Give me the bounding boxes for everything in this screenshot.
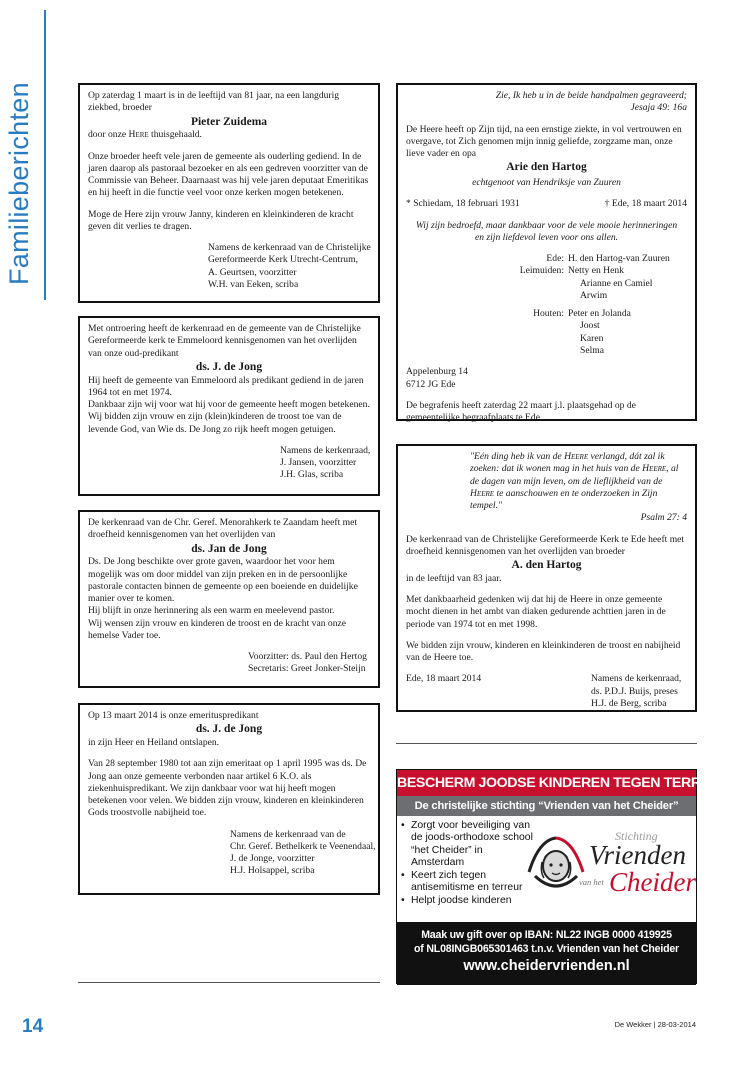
notice-paragraph: We bidden zijn vrouw, kinderen en kleinkinderen de troost en nabijheid van de Heere toe. — [406, 639, 681, 664]
notice-intro: De kerkenraad van de Chr. Geref. Menorahkerk te Zaandam heeft met droefheid kennisgenomen van het overlijden van — [88, 517, 358, 541]
age-line: in de leeftijd van 83 jaar. — [406, 572, 502, 584]
notice-paragraph: Hij heeft de gemeente van Emmeloord als predikant gediend in de jaren 1964 tot en met 1974. — [88, 374, 364, 398]
signature: Namens de kerkenraad van de Chr. Geref. Bethelkerk te Veenendaal, J. de Jonge, voorzitter H.J. Holsappel, scriba — [230, 828, 376, 877]
family-list: Ede: H. den Hartog-van Zuuren Leimuiden: Netty en Henk Arianne en Camiel Arwim Houten: Peter en Jolanda Joost Karen Selma — [519, 253, 670, 356]
deceased-name: ds. J. de Jong — [195, 360, 263, 373]
spouse-line: echtgenoot van Hendriksje van Zuuren — [472, 177, 621, 189]
list-item: • Helpt joodse kinderen — [401, 895, 533, 907]
bible-quote: "Eén ding heb ik van de Heere verlangd, dát zal ik zoeken: dat ik wonen mag in het huis van de Heere, al de dagen van mijn leven, om de lieflijkheid van de Heere te aanschouwen en te onderzoeken in Zijn tempel." — [470, 451, 679, 512]
notice-line: in zijn Heer en Heiland ontslapen. — [88, 736, 220, 748]
section-title: Familieberichten — [4, 82, 34, 285]
notice-paragraph: Ds. De Jong beschikte over grote gaven, waardoor het voor hem mogelijk was om door middel van zijn preken en in de persoonlijke pastorale contacten binnen de gemeente op een boeiende en duidelijke manier over te komen. — [88, 556, 358, 605]
signature: Namens de kerkenraad, ds. P.D.J. Buijs, preses H.J. de Berg, scriba — [591, 673, 682, 709]
logo-vrienden: Vrienden — [589, 840, 686, 870]
signature: Namens de kerkenraad van de Christelijke Gereformeerde Kerk Utrecht-Centrum, A. Geurtsen, voorzitter W.H. van Eeken, scriba — [208, 242, 371, 290]
closing-row — [406, 673, 687, 710]
signature: Voorzitter: ds. Paul den Hertog Secretaris: Greet Jonker-Steijn — [248, 651, 367, 675]
notice-ds-de-jong-emmeloord — [78, 316, 380, 496]
notice-ds-jan-de-jong-zaandam — [78, 510, 380, 688]
thanks-line: Wij zijn bedroefd, maar dankbaar voor de vele mooie herinneringen — [415, 219, 678, 231]
page-number: 14 — [22, 1016, 44, 1037]
notice-intro: Met ontroering heeft de kerkenraad en de gemeente van de Christelijke Gereformeerde kerk te Emmeloord kennisgenomen van het overlijden van onze oud-predikant — [88, 323, 361, 359]
notice-intro: De Heere heeft op Zijn tijd, na een ernstige ziekte, in vol vertrouwen en overgave, tot Zich genomen mijn innig geliefde, zorgzame man, onze lieve vader en opa — [406, 123, 682, 160]
vrienden-cheider-logo — [523, 826, 695, 918]
logo-stichting: Stichting — [615, 829, 658, 843]
divider-line — [78, 982, 380, 983]
deceased-name: A. den Hartog — [511, 559, 582, 572]
notice-paragraph: Wij bidden zijn vrouw en zijn (klein)kinderen de troost toe van de levende God, van Wie ds. De Jong zo rijk heeft mogen getuigen. — [88, 411, 342, 435]
iban-line: of NL08INGB065301463 t.n.v. Vrienden van het Cheider — [414, 943, 679, 955]
notice-paragraph: Met dankbaarheid gedenken wij dat hij de Heere in onze gemeente mocht dienen in het ambt van diaken gedurende achttien jaren in de periode van 1974 tot en met 1998. — [406, 594, 666, 630]
death-date: † Ede, 18 maart 2014 — [604, 198, 687, 210]
notice-paragraph: Moge de Here zijn vrouw Janny, kinderen en kleinkinderen de kracht geven dit verlies te dragen. — [88, 208, 354, 232]
deceased-name: Pieter Zuidema — [190, 115, 268, 128]
logo-van-het: van het — [579, 877, 604, 887]
notice-arie-den-hartog-family — [396, 83, 697, 424]
deceased-name: Arie den Hartog — [506, 161, 587, 174]
notice-intro: Op 13 maart 2014 is onze emerituspredikant — [88, 710, 259, 721]
bible-verse: Zie, Ik heb u in de beide handpalmen gegraveerd; — [495, 90, 687, 101]
notice-paragraph: Onze broeder heeft vele jaren de gemeente als ouderling gediend. In de jaren daarop als pastoraal bezoeker en als een gedreven voorzitter van de Commissie van Beheer. Daarnaast was hij vele jaren deputaat Emeritikas en hij heeft in die functie veel voor onze kerken mogen betekenen. — [88, 150, 369, 199]
notice-paragraph: Dankbaar zijn wij voor wat hij voor de gemeente heeft mogen betekenen. — [88, 399, 370, 411]
divider-line — [396, 743, 697, 744]
birth-date: * Schiedam, 18 februari 1931 — [406, 198, 520, 210]
notice-line: door onze Here thuisgehaald. — [88, 129, 202, 141]
deceased-name: ds. J. de Jong — [195, 723, 263, 736]
publication-footer: De Wekker | 28-03-2014 — [614, 1020, 696, 1029]
address: 6712 JG Ede — [406, 378, 456, 390]
notice-paragraph: Hij blijft in onze herinnering als een warm en meelevend pastor. — [88, 605, 335, 617]
deceased-name: ds. Jan de Jong — [191, 542, 267, 555]
notice-date: Ede, 18 maart 2014 — [406, 673, 482, 685]
notice-a-den-hartog-church — [396, 444, 697, 712]
thanks-line: en zijn liefdevol leven voor ons allen. — [474, 231, 619, 243]
burial-note: De begrafenis heeft zaterdag 22 maart j.l. plaatsgehad op de gemeentelijke begraafplaats te Ede. — [406, 399, 636, 424]
signature: Namens de kerkenraad, J. Jansen, voorzitter J.H. Glas, scriba — [280, 444, 371, 481]
cheider-advertisement — [396, 769, 734, 984]
notice-paragraph: Wij wensen zijn vrouw en kinderen de troost en de kracht van onze hemelse Vader toe. — [88, 617, 347, 641]
notice-intro: Op zaterdag 1 maart is in de leeftijd van 81 jaar, na een langdurig ziekbed, broeder — [88, 90, 340, 114]
iban-line: Maak uw gift over op IBAN: NL22 INGB 0000 419925 — [421, 929, 672, 941]
address: Appelenburg 14 — [406, 366, 468, 378]
child-emblem-icon — [525, 832, 587, 898]
life-dates — [406, 198, 687, 210]
ad-headline: BESCHERM JOODSE KINDEREN TEGEN TERREUR! — [397, 770, 696, 796]
ad-subheadline: De christelijke stichting “Vrienden van het Cheider” — [397, 796, 696, 816]
notice-pieter-zuidema — [78, 83, 380, 303]
sidebar-rule — [44, 10, 46, 300]
notice-paragraph: Van 28 september 1980 tot aan zijn emeritaat op 1 april 1995 was ds. De Jong aan onze gemeente verbonden naar artikel 6 K.O. als ziekenhuispredikant. We zijn dankbaar voor wat hij heeft mogen betekenen voor velen. We bidden zijn vrouw, kinderen en kleinkinderen Gods troostvolle nabijheid toe. — [88, 758, 367, 819]
bible-reference: Jesaja 49: 16a — [630, 102, 687, 114]
ad-website-link[interactable]: www.cheidervrienden.nl — [463, 958, 630, 974]
bible-reference: Psalm 27: 4 — [640, 512, 687, 524]
ad-bullet-list — [401, 820, 533, 907]
notice-ds-de-jong-veenendaal — [78, 703, 380, 895]
list-item: • Keert zich tegen antisemitisme en terreur — [401, 870, 533, 895]
logo-cheider: Cheider — [609, 867, 696, 897]
notice-intro: De kerkenraad van de Christelijke Gereformeerde Kerk te Ede heeft met droefheid kennisgenomen van het overlijden van broeder — [406, 533, 685, 557]
ad-footer — [397, 922, 696, 985]
list-item: • Zorgt voor beveiliging van de joods-orthodoxe school “het Cheider” in Amsterdam — [401, 820, 533, 870]
